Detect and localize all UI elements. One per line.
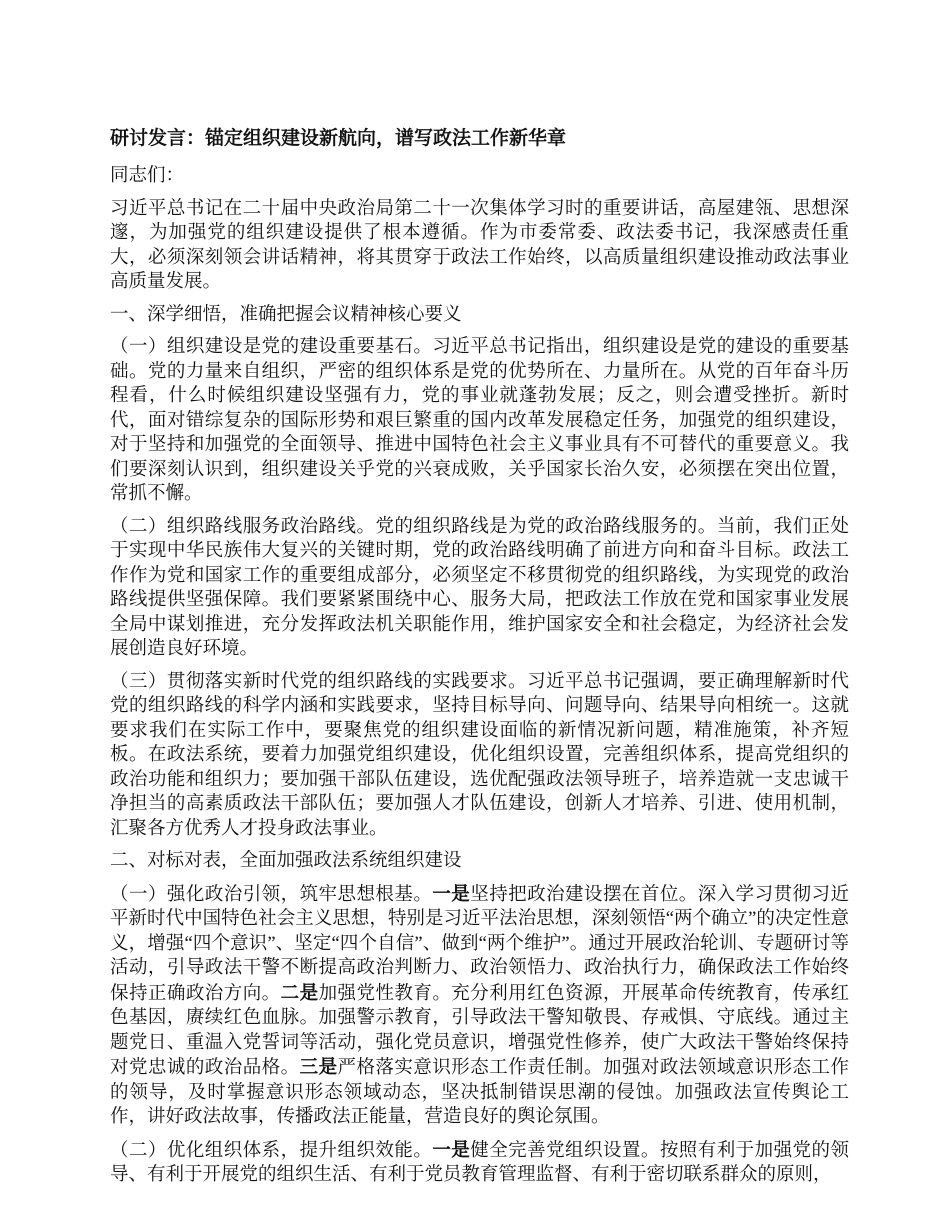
body-text: （一）组织建设是党的建设重要基石。习近平总书记指出，组织建设是党的建设的重要基础。党的力量来自组织，严密的组织体系是党的优势所在、力量所在。从党的百年奋斗历程看，什么时候组织建设坚强有力，党的事业就蓬勃发展；反之，则会遭受挫折。新时代，面对错综复杂的国际形势和艰巨繁重的国内改革发展稳定任务，加强党的组织建设，对于坚持和加强党的全面领导、推进中国特色社会主义事业具有不可替代的重要意义。我们要深刻认识到，组织建设关乎党的兴衰成败，关乎国家长治久安，必须摆在突出位置，常抓不懈。 (110, 337, 849, 504)
document-title: 研讨发言：锚定组织建设新航向，谱写政法工作新华章 (110, 128, 567, 149)
body-text: （二）优化组织体系，提升组织效能。 (110, 1140, 433, 1161)
paragraph (110, 197, 849, 295)
body-text: 二、对标对表，全面加强政法系统组织建设 (110, 851, 462, 871)
paragraph (110, 882, 849, 1130)
emphasis-text: 一是 (432, 882, 471, 904)
paragraph (110, 515, 849, 662)
body-text: （一）强化政治引领，筑牢思想根基。 (110, 884, 433, 905)
section-heading (110, 849, 849, 874)
body-text: 健全完善党组织设置。按照有利于加强党的领导、有利于开展党的组织生活、有利于党员教育管理监督、有利于密切联系群众的原则， (110, 1140, 849, 1185)
paragraph (110, 335, 849, 507)
section-heading (110, 303, 849, 328)
body-text: 坚持把政治建设摆在首位。深入学习贯彻习近平新时代中国特色社会主义思想，特别是习近平法治思想，深刻领悟“两个确立”的决定性意义，增强“四个意识”、坚定“四个自信”、做到“两个维护”。通过开展政治轮训、专题研讨等活动，引导政法干警不断提高政治判断力、政治领悟力、政治执行力，确保政法工作始终保持正确政治方向。 (110, 884, 849, 1004)
body-text: 严格落实意识形态工作责任制。加强对政法领域意识形态工作的领导，及时掌握意识形态领域动态，坚决抵制错误思潮的侵蚀。加强政法宣传舆论工作，讲好政法故事，传播政法正能量，营造良好的舆论氛围。 (110, 1058, 849, 1127)
paragraph (110, 1138, 849, 1188)
body-text: 一、深学细悟，准确把握会议精神核心要义 (110, 304, 462, 325)
paragraph (110, 670, 849, 842)
body-text: 习近平总书记在二十届中央政治局第二十一次集体学习时的重要讲话，高屋建瓴、思想深邃，为加强党的组织建设提供了根本遵循。作为市委常委、政法委书记，我深感责任重大，必须深刻领会讲话精神，将其贯穿于政法工作始终，以高质量组织建设推动政法事业高质量发展。 (110, 198, 849, 292)
paragraph (110, 164, 849, 189)
emphasis-text: 二是 (280, 981, 319, 1003)
document-content (110, 126, 849, 1196)
document-body (110, 164, 849, 1188)
emphasis-text: 一是 (432, 1138, 471, 1160)
body-text: 加强党性教育。充分利用红色资源，开展革命传统教育，传承红色基因，赓续红色血脉。加强警示教育，引导政法干警知敬畏、存戒惧、守底线。通过主题党日、重温入党誓词等活动，强化党员意识，增强党性修养，使广大政法干警始终保持对党忠诚的政治品格。 (110, 983, 849, 1078)
body-text: 同志们： (110, 166, 185, 186)
body-text: （三）贯彻落实新时代党的组织路线的实践要求。习近平总书记强调，要正确理解新时代党的组织路线的科学内涵和实践要求，坚持目标导向、问题导向、结果导向相统一。这就要求我们在实际工作中，要聚焦党的组织建设面临的新情况新问题，精准施策，补齐短板。在政法系统，要着力加强党组织建设，优化组织设置，完善组织体系，提高党组织的政治功能和组织力；要加强干部队伍建设，选优配强政法领导班子，培养造就一支忠诚干净担当的高素质政法干部队伍；要加强人才队伍建设，创新人才培养、引进、使用机制，汇聚各方优秀人才投身政法事业。 (110, 671, 849, 839)
body-text: （二）组织路线服务政治路线。党的组织路线是为党的政治路线服务的。当前，我们正处于实现中华民族伟大复兴的关键时期，党的政治路线明确了前进方向和奋斗目标。政法工作作为党和国家工作的重要组成部分，必须坚定不移贯彻党的组织路线，为实现党的政治路线提供坚强保障。我们要紧紧围绕中心、服务大局，把政法工作放在党和国家事业发展全局中谋划推进，充分发挥政法机关职能作用，维护国家安全和社会稳定，为经济社会发展创造良好环境。 (110, 516, 849, 659)
emphasis-text: 三是 (299, 1056, 338, 1077)
